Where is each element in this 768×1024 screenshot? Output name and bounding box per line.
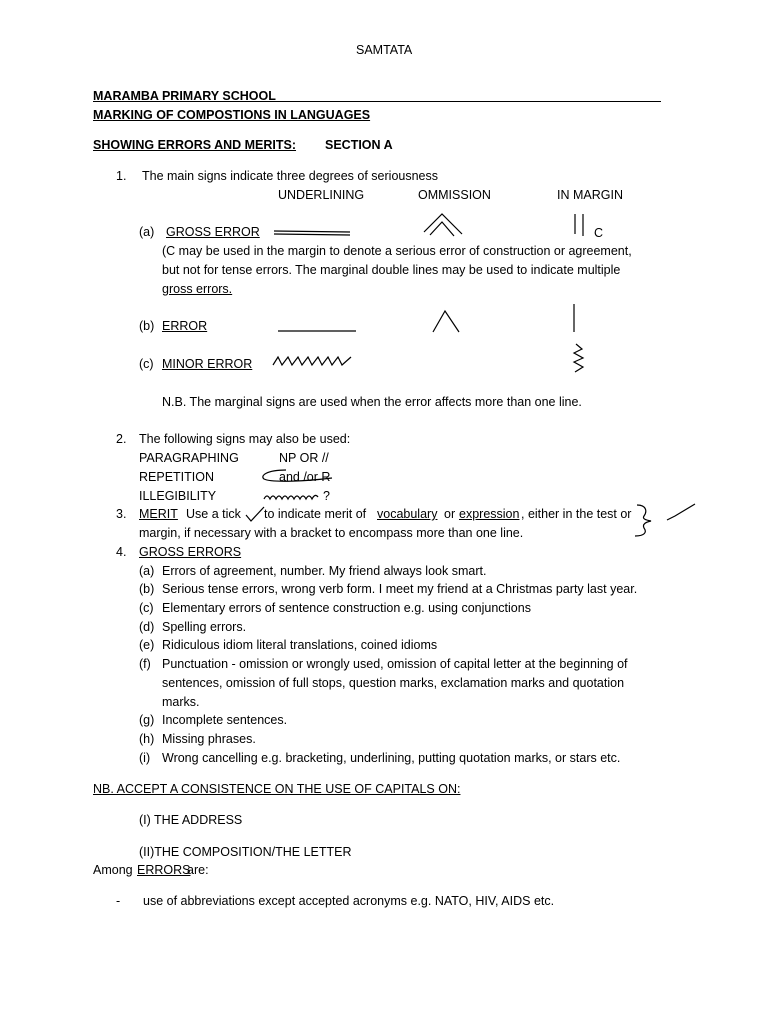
gross-error-item-f-line2: sentences, omission of full stops, question marks, exclamation marks and quotation [162, 676, 625, 690]
gross-error-label-a: (a) [139, 564, 155, 578]
gross-error-item-h: Missing phrases. [162, 732, 256, 746]
gross-error-note-line3: gross errors. [162, 282, 233, 296]
paragraphing-sign: NP OR // [279, 451, 329, 465]
item1c-label: (c) [139, 357, 154, 371]
section-heading: SHOWING ERRORS AND MERITS: [93, 138, 297, 152]
section-label: SECTION A [325, 138, 393, 152]
bracket-tick-icon [633, 502, 701, 542]
gross-error-item-f-line3: marks. [162, 695, 200, 709]
gross-error-label-h: (h) [139, 732, 155, 746]
gross-errors-title: GROSS ERRORS [139, 545, 242, 559]
item1a-label: (a) [139, 225, 155, 239]
gross-error-item-c: Elementary errors of sentence construction e.g. using conjunctions [162, 601, 531, 615]
item4-number: 4. [116, 545, 127, 559]
capitals-address: (I) THE ADDRESS [139, 813, 243, 827]
merit-text-c: , either in the test or [521, 507, 632, 521]
gross-error-item-e: Ridiculous idiom literal translations, coined idioms [162, 638, 438, 652]
subtitle: MARKING OF COMPOSTIONS IN LANGUAGES [93, 108, 371, 122]
column-underlining: UNDERLINING [278, 188, 365, 202]
gross-error-label-i: (i) [139, 751, 151, 765]
among-errors: ERRORS [137, 863, 191, 877]
zigzag-underline-sign [272, 354, 354, 368]
column-in-margin: IN MARGIN [557, 188, 623, 202]
zigzag-margin-sign [570, 342, 588, 374]
among-prefix: Among [93, 863, 133, 877]
single-underline-sign [278, 328, 358, 334]
gross-error-label-e: (e) [139, 638, 155, 652]
merit-vocabulary: vocabulary [377, 507, 438, 521]
abbreviations-rule: use of abbreviations except accepted acronyms e.g. NATO, HIV, AIDS etc. [143, 894, 555, 908]
gross-error-label-b: (b) [139, 582, 155, 596]
double-underline-sign [272, 228, 352, 238]
gross-error-item-g: Incomplete sentences. [162, 713, 288, 727]
merit-expression: expression [459, 507, 520, 521]
illegibility-squiggle-sign [262, 490, 324, 502]
gross-error-title: GROSS ERROR [166, 225, 260, 239]
single-margin-line-sign [570, 302, 580, 334]
caret-sign [430, 308, 462, 334]
merit-line2: margin, if necessary with a bracket to encompass more than one line. [139, 526, 524, 540]
error-title: ERROR [162, 319, 208, 333]
capitals-composition: (II)THE COMPOSITION/THE LETTER [139, 845, 352, 859]
illegibility-sign: ? [323, 489, 330, 503]
gross-error-item-i: Wrong cancelling e.g. bracketing, underlining, putting quotation marks, or stars etc. [162, 751, 621, 765]
repetition-label: REPETITION [139, 470, 215, 484]
gross-error-label-d: (d) [139, 620, 155, 634]
gross-error-item-d: Spelling errors. [162, 620, 247, 634]
gross-error-note-line1: (C may be used in the margin to denote a serious error of construction or agreement, [162, 244, 632, 258]
repetition-loop-sign [258, 467, 336, 487]
gross-error-label-c: (c) [139, 601, 154, 615]
double-margin-line-sign [570, 212, 590, 238]
gross-error-item-f: Punctuation - omission or wrongly used, omission of capital letter at the beginning of [162, 657, 628, 671]
marginal-signs-note: N.B. The marginal signs are used when the error affects more than one line. [162, 395, 582, 409]
item1-text: The main signs indicate three degrees of seriousness [142, 169, 438, 183]
document-header: SAMTATA [356, 43, 413, 57]
gross-error-note-line2: but not for tense errors. The marginal double lines may be used to indicate multiple [162, 263, 621, 277]
tick-icon [244, 505, 266, 523]
double-caret-sign [420, 210, 468, 238]
school-name: MARAMBA PRIMARY SCHOOL [93, 89, 276, 103]
gross-error-label-f: (f) [139, 657, 151, 671]
among-suffix: are: [187, 863, 209, 877]
bullet-dash: - [116, 894, 121, 908]
minor-error-title: MINOR ERROR [162, 357, 253, 371]
item2-number: 2. [116, 432, 127, 446]
item1b-label: (b) [139, 319, 155, 333]
merit-or: or [444, 507, 456, 521]
item1-number: 1. [116, 169, 127, 183]
repetition-sign: and /or R [279, 470, 331, 484]
gross-error-item-a: Errors of agreement, number. My friend always look smart. [162, 564, 487, 578]
item2-text: The following signs may also be used: [139, 432, 351, 446]
item3-number: 3. [116, 507, 127, 521]
gross-error-item-b: Serious tense errors, wrong verb form. I meet my friend at a Christmas party last year. [162, 582, 638, 596]
capitals-note: NB. ACCEPT A CONSISTENCE ON THE USE OF CAPITALS ON: [93, 782, 461, 796]
column-ommission: OMMISSION [418, 188, 491, 202]
gross-error-label-g: (g) [139, 713, 155, 727]
merit-text-b: to indicate merit of [264, 507, 367, 521]
school-underline [93, 101, 661, 102]
illegibility-label: ILLEGIBILITY [139, 489, 217, 503]
margin-c-sign: C [594, 226, 604, 240]
paragraphing-label: PARAGRAPHING [139, 451, 239, 465]
merit-title: MERIT [139, 507, 178, 521]
merit-text-a: Use a tick [186, 507, 241, 521]
